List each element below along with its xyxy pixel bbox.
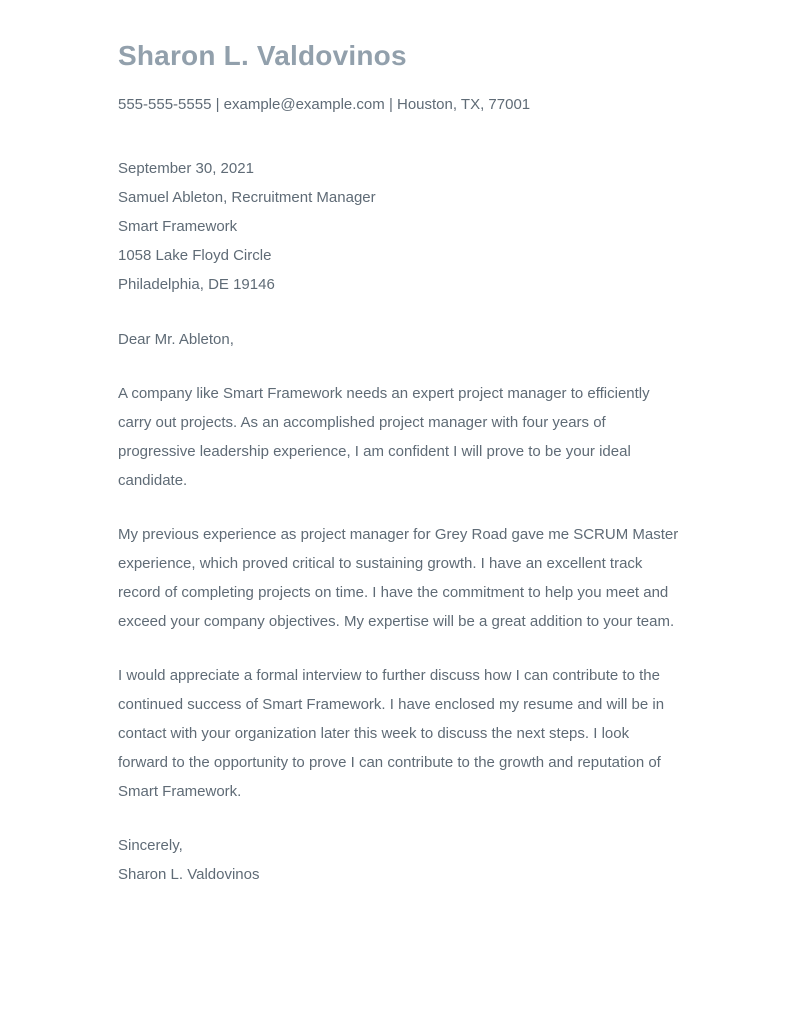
date-line: September 30, 2021 xyxy=(118,160,254,177)
paragraph: I would appreciate a formal interview to further discuss how I can contribute to the continued success of Smart Framework. I have enclosed my resume and will be in contact with your organization later this week to discuss the next steps. I look forward to the opportunity to prove I can contribute to the growth and reputation of Smart Framework. xyxy=(118,667,665,800)
page-title: Sharon L. Valdovinos xyxy=(118,40,407,71)
contact-line: 555-555-5555 | example@example.com | Houston, TX, 77001 xyxy=(118,96,531,113)
paragraph: My previous experience as project manager for Grey Road gave me SCRUM Master experience, which proved critical to sustaining growth. I have an excellent track record of completing projects on time. I have the commitment to help you meet and exceed your company objectives. My expertise will be a great addition to your team. xyxy=(118,526,679,630)
paragraph: A company like Smart Framework needs an expert project manager to efficiently carry out projects. As an accomplished project manager with four years of progressive leadership experience, I am confident I will prove to be your ideal candidate. xyxy=(118,385,650,489)
signature: Sharon L. Valdovinos xyxy=(118,866,260,883)
closing: Sincerely, xyxy=(118,837,183,854)
recipient-line: Smart Framework xyxy=(118,218,238,235)
recipient-line: Philadelphia, DE 19146 xyxy=(118,276,275,293)
recipient-line: 1058 Lake Floyd Circle xyxy=(118,247,272,264)
closing-block xyxy=(118,831,681,889)
recipient-block xyxy=(118,154,681,299)
recipient-line: Samuel Ableton, Recruitment Manager xyxy=(118,189,376,206)
greeting: Dear Mr. Ableton, xyxy=(118,331,234,348)
